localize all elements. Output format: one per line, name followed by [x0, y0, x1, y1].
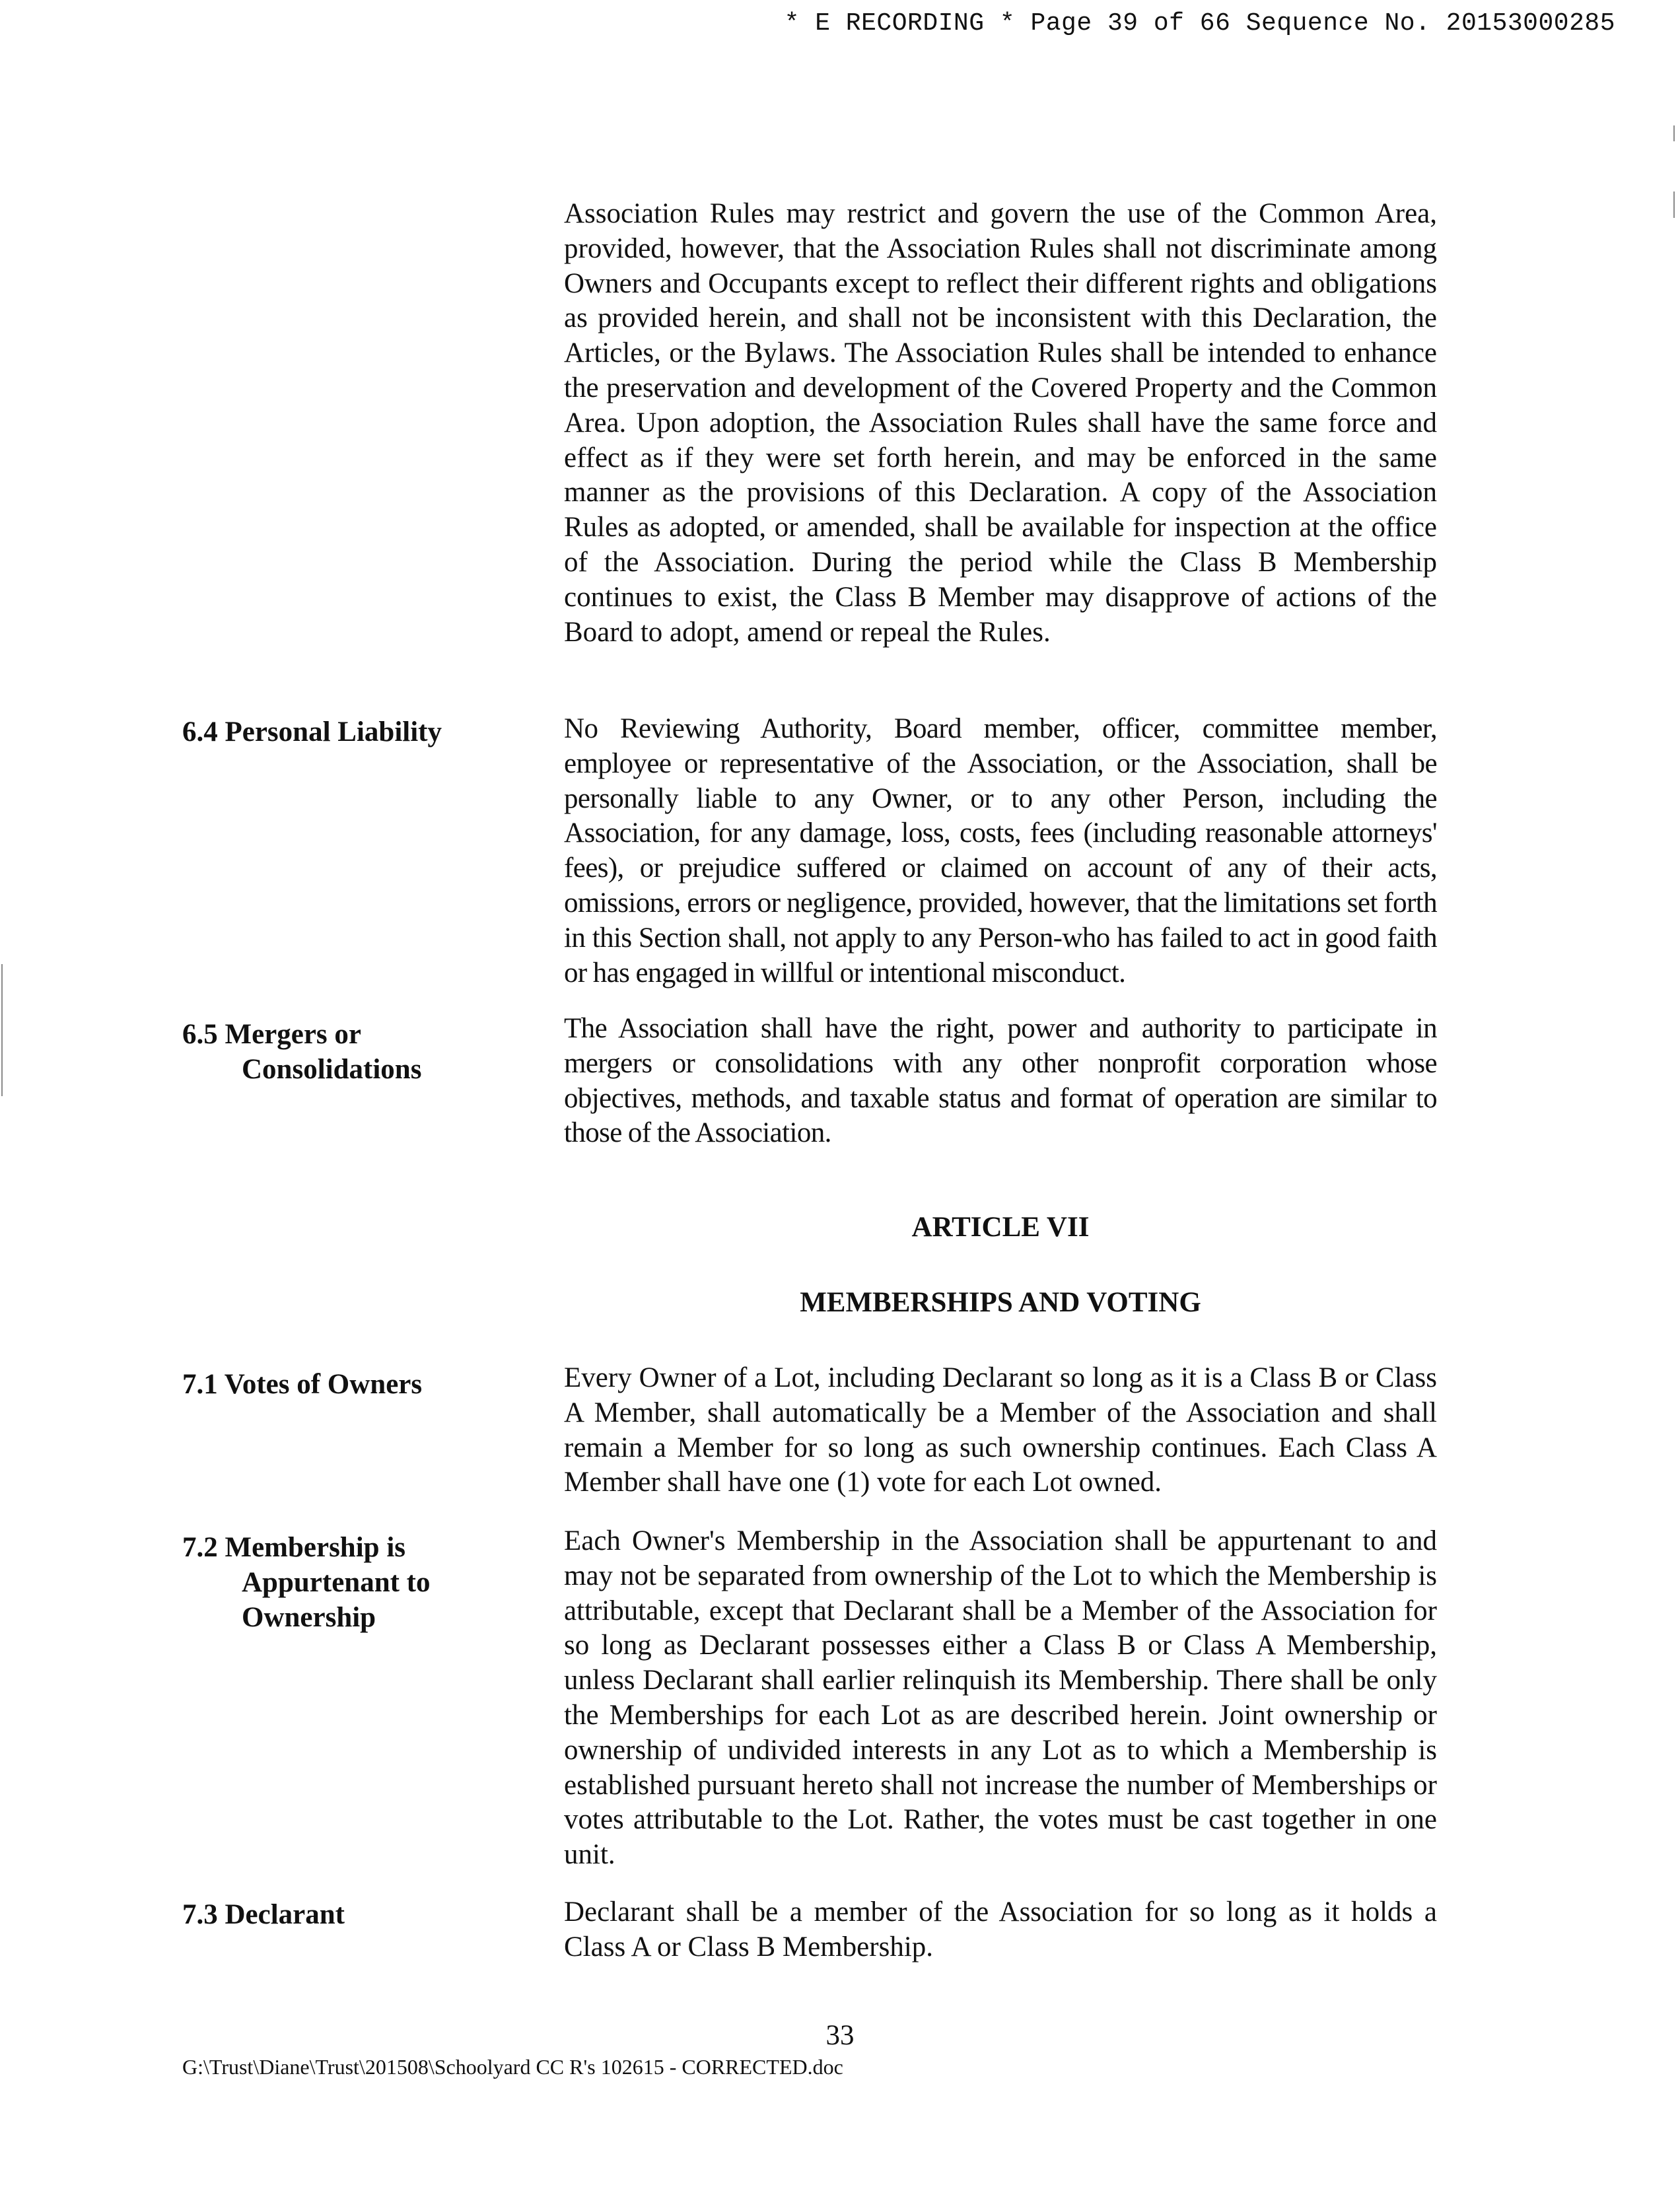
section-6-4-heading [182, 715, 442, 750]
section-7-3-heading [182, 1898, 345, 1933]
section-7-3-body: Declarant shall be a member of the Association for so long as it holds a Class A or Class B Membership. [564, 1896, 1437, 1963]
scan-edge-mark [1673, 125, 1675, 141]
section-7-3-heading-text: 7.3 Declarant [182, 1899, 345, 1930]
section-6-4-heading-text: 6.4 Personal Liability [182, 716, 442, 747]
section-7-2-heading-line2: Appurtenant to [242, 1566, 431, 1598]
scan-edge-mark [1, 964, 3, 1096]
recording-header: * E RECORDING * Page 39 of 66 Sequence No. 20153000285 [784, 9, 1615, 38]
section-7-1-heading-text: 7.1 Votes of Owners [182, 1369, 423, 1400]
association-rules-paragraph: Association Rules may restrict and govern the use of the Common Area, provided, however, that the Association Rules shall not discriminate among Owners and Occupants except to reflect their different rights and obligations as provided herein, and shall not be inconsistent with this Declaration, the Articles, or the Bylaws. The Association Rules shall be intended to enhance the preservation and development of the Covered Property and the Common Area. Upon adoption, the Association Rules shall have the same force and effect as if they were set forth herein, and may be enforced in the same manner as the provisions of this Declaration. A copy of the Association Rules as adopted, or amended, shall be available for inspection at the office of the Association. During the period while the Class B Membership continues to exist, the Class B Member may disapprove of actions of the Board to adopt, amend or repeal the Rules. [564, 198, 1437, 648]
footer-file-path: G:\Trust\Diane\Trust\201508\Schoolyard CC R's 102615 - CORRECTED.doc [182, 2055, 843, 2079]
section-7-2-heading [182, 1531, 431, 1635]
section-7-1-body: Every Owner of a Lot, including Declarant so long as it is a Class B or Class A Member, shall automatically be a Member of the Association and shall remain a Member for so long as such ownership continues. Each Class A Member shall have one (1) vote for each Lot owned. [564, 1362, 1437, 1498]
section-6-4-body: No Reviewing Authority, Board member, officer, committee member, employee or representative of the Association, or the Association, shall be personally liable to any Owner, or to any other Person, including the Association, for any damage, loss, costs, fees (including reasonable attorneys' fees), or prejudice suffered or claimed on account of any of their acts, omissions, errors or negligence, provided, however, that the limitations set forth in this Section shall, not apply to any Person-who has failed to act in good faith or has engaged in willful or intentional misconduct. [564, 713, 1437, 989]
section-7-2-heading-line1: 7.2 Membership is [182, 1532, 406, 1563]
section-7-2-body: Each Owner's Membership in the Association shall be appurtenant to and may not be separated from ownership of the Lot to which the Membership is attributable, except that Declarant shall be a Member of the Association for so long as Declarant possesses either a Class B or Class A Membership, unless Declarant shall earlier relinquish its Membership. There shall be only the Memberships for each Lot as are described herein. Joint ownership or ownership of undivided interests in any Lot as to which a Membership is established pursuant hereto shall not increase the number of Memberships or votes attributable to the Lot. Rather, the votes must be cast together in one unit. [564, 1525, 1437, 1871]
article-title: MEMBERSHIPS AND VOTING [800, 1287, 1201, 1318]
section-6-5-heading-line1: 6.5 Mergers or [182, 1019, 361, 1050]
article-number: ARTICLE VII [911, 1212, 1090, 1243]
section-6-5-heading-line2: Consolidations [242, 1053, 422, 1085]
section-7-2-heading-line3: Ownership [242, 1601, 376, 1633]
page-number: 33 [825, 2020, 855, 2051]
section-6-5-heading [182, 1018, 421, 1088]
section-7-1-heading [182, 1368, 422, 1403]
section-6-5-body: The Association shall have the right, power and authority to participate in mergers or consolidations with any other nonprofit corporation whose objectives, methods, and taxable status and format of operation are similar to those of the Association. [564, 1013, 1437, 1149]
scan-edge-mark [1673, 191, 1675, 218]
